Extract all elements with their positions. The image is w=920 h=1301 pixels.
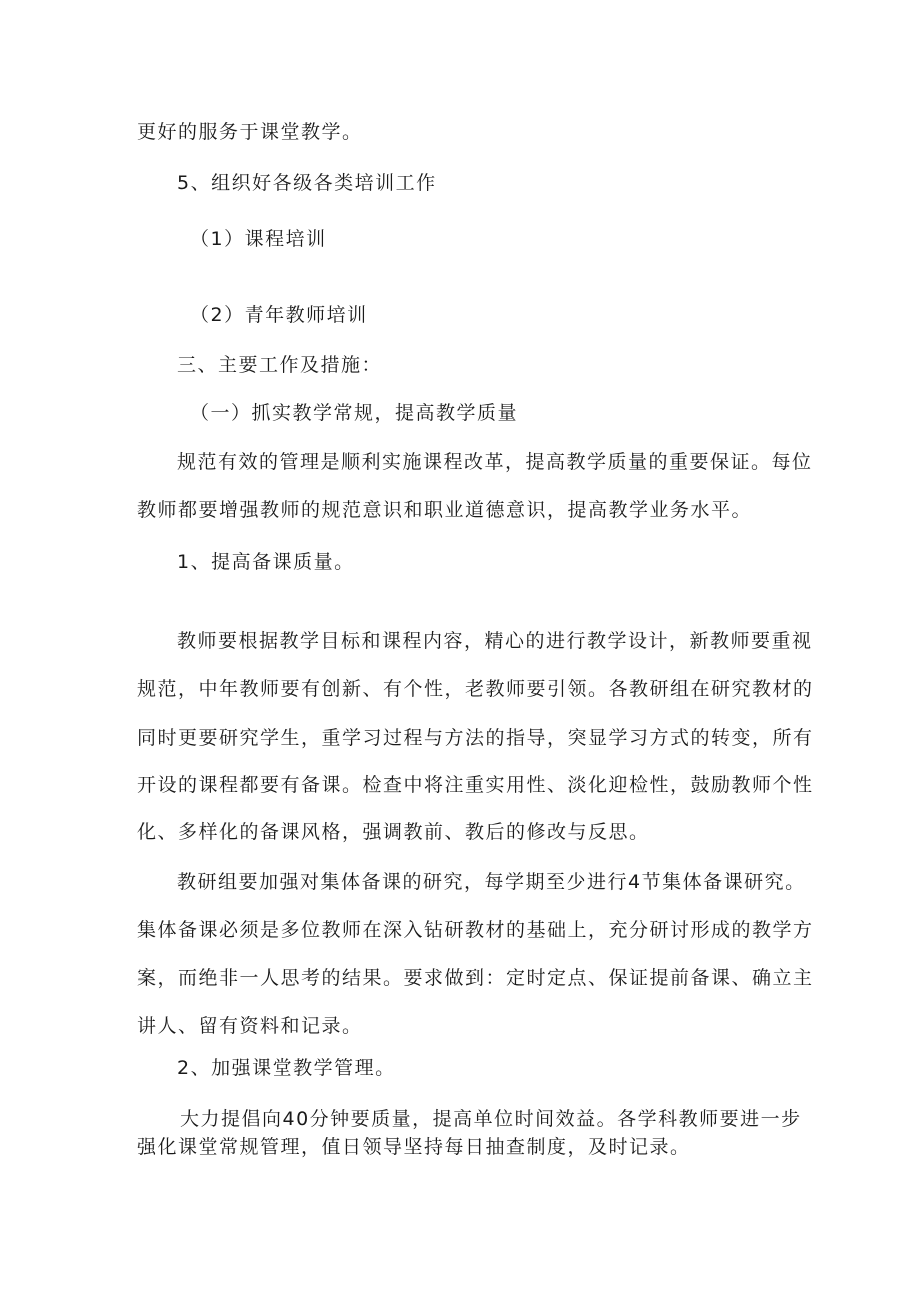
paragraph-line: 规范，中年教师要有创新、有个性，老教师要引领。各教研组在研究教材的 <box>137 678 814 700</box>
paragraph-line: 教研组要加强对集体备课的研究，每学期至少进行4节集体备课研究。 <box>177 871 806 893</box>
paragraph-line: 更好的服务于课堂教学。 <box>137 121 363 143</box>
paragraph-line: 强化课堂常规管理，值日领导坚持每日抽查制度，及时记录。 <box>137 1136 691 1158</box>
paragraph-line: 集体备课必须是多位教师在深入钻研教材的基础上，充分研讨形成的教学方 <box>137 919 814 941</box>
section-heading: 2、加强课堂教学管理。 <box>177 1057 396 1079</box>
paragraph-line: 化、多样化的备课风格，强调教前、教后的修改与反思。 <box>137 821 650 843</box>
subsection-heading: （1）课程培训 <box>190 228 327 250</box>
paragraph-line: 大力提倡向40分钟要质量，提高单位时间效益。各学科教师要进一步 <box>180 1108 802 1130</box>
section-heading: 1、提高备课质量。 <box>177 551 355 573</box>
section-heading: 三、主要工作及措施： <box>177 354 383 376</box>
paragraph-line: 同时更要研究学生，重学习过程与方法的指导，突显学习方式的转变，所有 <box>137 727 814 749</box>
paragraph-line: 教师都要增强教师的规范意识和职业道德意识，提高教学业务水平。 <box>137 499 753 521</box>
paragraph-line: 教师要根据教学目标和课程内容，精心的进行教学设计，新教师要重视 <box>177 630 813 652</box>
subsection-heading: （2）青年教师培训 <box>190 304 368 326</box>
paragraph-line: 规范有效的管理是顺利实施课程改革，提高教学质量的重要保证。每位 <box>177 451 813 473</box>
paragraph-line: 讲人、留有资料和记录。 <box>137 1015 363 1037</box>
paragraph-line: 开设的课程都要有备课。检查中将注重实用性、淡化迎检性，鼓励教师个性 <box>137 774 814 796</box>
paragraph-line: 案，而绝非一人思考的结果。要求做到：定时定点、保证提前备课、确立主 <box>137 967 814 989</box>
section-heading: 5、组织好各级各类培训工作 <box>177 172 437 194</box>
subsection-heading: （一）抓实教学常规，提高教学质量 <box>190 402 519 424</box>
